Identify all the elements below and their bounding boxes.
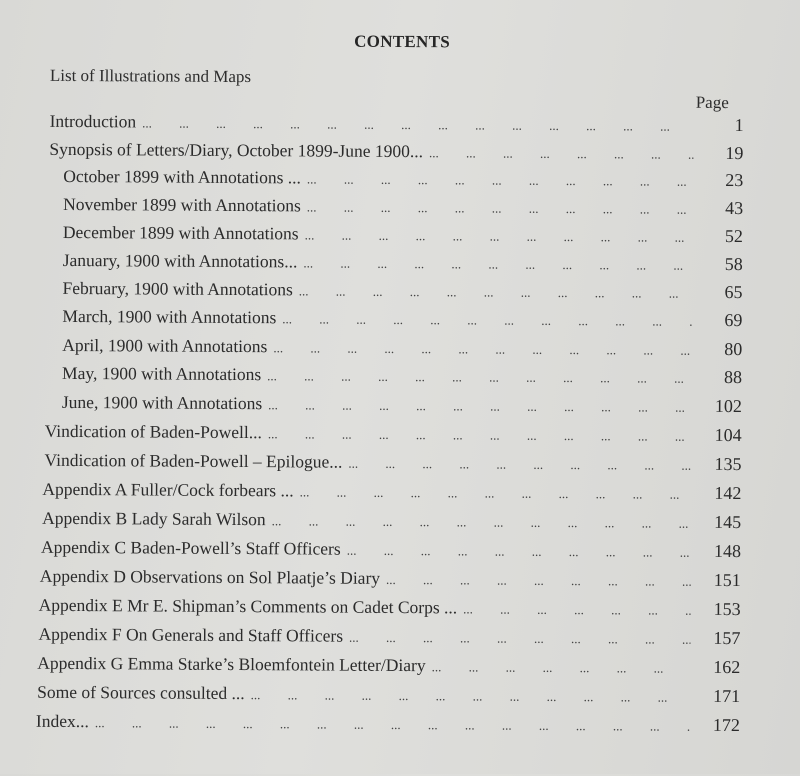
toc-entry	[41, 537, 741, 565]
toc-entry-title: Appendix D Observations on Sol Plaatje’s Diary	[39, 565, 381, 588]
toc-entry-title: Index...	[35, 710, 89, 732]
toc-entry-title: May, 1900 with Annotations	[62, 362, 262, 385]
toc-entry-page: 104	[714, 424, 742, 446]
toc-entry-page: 23	[725, 169, 744, 191]
toc-entry-page: 19	[725, 142, 744, 164]
toc-entry-page: 148	[713, 540, 742, 562]
toc-dot-leader	[251, 683, 691, 706]
toc-dot-leader	[305, 223, 693, 245]
toc-entry	[44, 450, 741, 478]
toc-entry-page: 145	[714, 511, 742, 533]
toc-dot-leader	[307, 167, 693, 189]
toc-entry	[49, 139, 743, 167]
toc-dot-leader	[303, 251, 693, 273]
page-column-label: Page	[695, 92, 729, 113]
toc-dot-leader	[300, 480, 692, 502]
toc-entry	[62, 306, 742, 334]
toc-entry-page: 172	[712, 714, 741, 736]
toc-entry-title: October 1899 with Annotations ...	[63, 165, 302, 188]
list-of-illustrations: List of Illustrations and Maps	[49, 65, 252, 87]
toc-entry	[42, 479, 741, 507]
toc-entry-title: Appendix G Emma Starke’s Bloemfontein Letter/Diary	[37, 652, 426, 676]
toc-entry	[45, 421, 742, 449]
toc-entry-title: June, 1900 with Annotations	[61, 391, 263, 414]
toc-entry-page: 43	[725, 197, 744, 219]
toc-dot-leader	[268, 422, 692, 445]
toc-dot-leader	[95, 711, 690, 735]
toc-entry-page: 162	[713, 656, 741, 678]
toc-entry-page: 102	[714, 395, 742, 417]
toc-entry-title: November 1899 with Annotations	[63, 193, 301, 216]
toc-dot-leader	[267, 364, 692, 387]
toc-entry-page: 58	[724, 253, 743, 275]
toc-entry-page: 135	[714, 453, 742, 475]
toc-entry	[37, 653, 740, 681]
toc-dot-leader	[282, 307, 692, 330]
toc-entry-page: 153	[713, 598, 741, 620]
toc-entry	[40, 566, 741, 594]
toc-entry	[62, 392, 742, 420]
toc-entry-title: December 1899 with Annotations	[62, 221, 299, 244]
toc-entry-title: January, 1900 with Annotations...	[62, 249, 298, 272]
toc-dot-leader	[432, 655, 691, 677]
toc-entry-page: 1	[734, 115, 744, 136]
toc-entry	[37, 682, 740, 710]
toc-entry	[38, 624, 740, 652]
toc-dot-leader	[142, 111, 694, 134]
toc-entry	[63, 194, 743, 222]
toc-entry-title: Vindication of Baden-Powell – Epilogue...	[44, 449, 343, 472]
toc-entry	[39, 595, 741, 623]
toc-dot-leader	[348, 452, 691, 474]
toc-entry	[42, 508, 741, 536]
toc-dot-leader	[268, 393, 692, 416]
toc-dot-leader	[299, 279, 693, 301]
toc-dot-leader	[307, 195, 693, 217]
toc-entry-page: 69	[724, 309, 743, 331]
toc-entry-page: 80	[724, 338, 743, 360]
toc-entry	[63, 250, 743, 278]
toc-entry-title: Introduction	[49, 110, 137, 132]
toc-entry	[63, 222, 743, 250]
toc-dot-leader	[463, 597, 691, 618]
toc-dot-leader	[386, 568, 691, 590]
toc-entry-page: 151	[713, 569, 741, 591]
toc-dot-leader	[273, 336, 692, 359]
toc-entry	[62, 335, 742, 363]
toc-entry-page: 157	[713, 627, 741, 649]
toc-entry-page: 52	[724, 225, 743, 247]
toc-entry-title: March, 1900 with Annotations	[62, 305, 277, 328]
toc-dot-leader	[272, 509, 692, 532]
toc-entry-page: 142	[714, 482, 742, 504]
toc-entry-title: Synopsis of Letters/Diary, October 1899-June 1900...	[49, 138, 424, 162]
toc-dot-leader	[349, 626, 691, 648]
toc-entry-title: Appendix A Fuller/Cock forbears ...	[42, 478, 294, 501]
toc-entry-title: Some of Sources consulted ...	[37, 681, 245, 704]
toc-entry-page: 65	[724, 281, 743, 303]
page-title: CONTENTS	[354, 31, 451, 52]
toc-entry-title: Appendix C Baden-Powell’s Staff Officers	[40, 536, 341, 559]
toc-dot-leader	[429, 141, 694, 163]
toc-entry	[36, 711, 740, 739]
toc-entry-page: 171	[713, 685, 741, 707]
toc-entry	[63, 166, 743, 194]
toc-entry-title: Appendix B Lady Sarah Wilson	[42, 507, 266, 530]
toc-entry-title: Vindication of Baden-Powell...	[44, 420, 262, 443]
toc-entry-title: February, 1900 with Annotations	[62, 277, 293, 300]
toc-entry-title: Appendix F On Generals and Staff Officers	[38, 623, 344, 646]
toc-entry-title: Appendix E Mr E. Shipman’s Comments on Cadet Corps ...	[38, 594, 458, 618]
toc-dot-leader	[347, 539, 691, 561]
toc-entry	[50, 111, 744, 139]
toc-entry-title: April, 1900 with Annotations	[62, 334, 268, 357]
toc-entry-page: 88	[724, 366, 743, 388]
toc-entry	[63, 278, 743, 306]
toc-entry	[62, 363, 742, 391]
